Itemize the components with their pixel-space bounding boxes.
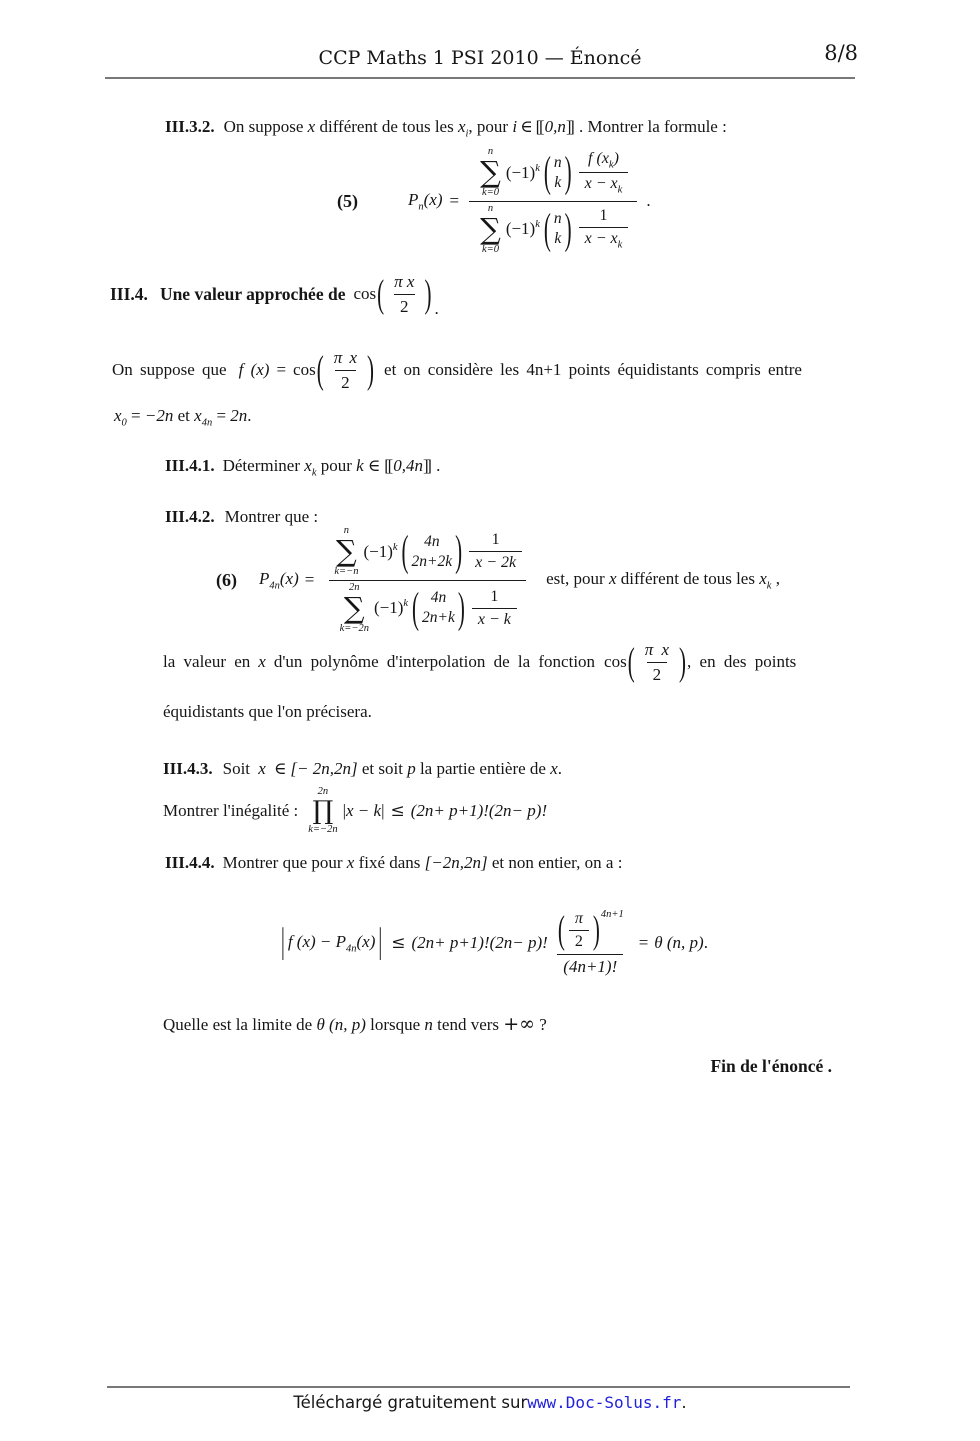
math-var: ) xyxy=(613,149,619,167)
text-run: et soit xyxy=(357,759,408,778)
text-run: et xyxy=(173,406,195,425)
sum-upper-limit: n xyxy=(487,146,494,158)
left-paren: ( xyxy=(557,907,565,953)
abs-bar: | xyxy=(381,801,385,820)
text-run: lorsque xyxy=(365,1015,425,1034)
equals-sign: = xyxy=(126,406,145,425)
main-fraction xyxy=(469,145,637,256)
math-var: x xyxy=(114,406,122,425)
number-one: 1 xyxy=(599,207,608,225)
text-run: Montrer l'inégalité : xyxy=(163,801,299,820)
denominator: 2 xyxy=(335,370,356,394)
text-run: est, pour xyxy=(546,568,609,588)
subscript: k xyxy=(766,580,772,592)
superscript: k xyxy=(403,598,409,610)
equals-sign: = xyxy=(449,191,460,210)
text-run: et on considère les 4n+1 points équidistants compris entre xyxy=(384,360,802,379)
equals-sign: = xyxy=(276,360,287,379)
binom-top: 4n xyxy=(430,588,447,606)
section-III-4-heading xyxy=(110,263,439,325)
coef-base: (−1) xyxy=(505,163,536,183)
question-label: III.4.2. xyxy=(165,507,215,526)
header-rule xyxy=(105,77,855,79)
double-bracket-open: [[ xyxy=(384,456,391,475)
binom-bottom: k xyxy=(554,230,562,248)
left-paren: ( xyxy=(377,270,385,316)
left-paren: ( xyxy=(316,346,324,392)
question-III-4-3 xyxy=(163,756,863,783)
text-run: Montrer que pour xyxy=(222,853,347,872)
page-header xyxy=(0,0,980,90)
question-III-4-1 xyxy=(165,453,765,481)
left-paren: ( xyxy=(627,638,635,684)
pi-over-2 xyxy=(569,908,589,953)
left-paren: ( xyxy=(412,582,420,632)
subscript: k xyxy=(311,467,317,479)
pi-x-over-2 xyxy=(639,638,675,686)
leq-sign: ≤ xyxy=(390,801,405,821)
binom-bottom: 2n+k xyxy=(422,609,455,627)
math-var: x − x xyxy=(584,230,618,248)
math-var: P xyxy=(259,568,270,588)
text-run: Montrer que : xyxy=(224,507,319,526)
element-of-sign: ∈ xyxy=(273,759,287,779)
left-paren: ( xyxy=(543,203,551,253)
text-run: On suppose xyxy=(223,117,308,136)
period: . xyxy=(247,406,252,425)
numerator: π x xyxy=(333,348,358,368)
main-fraction xyxy=(323,524,531,635)
math-var: P xyxy=(408,189,419,209)
abs-bar: | xyxy=(281,922,285,962)
sum-operator xyxy=(480,203,501,256)
equation-tag: (5) xyxy=(337,190,358,211)
difference-expr xyxy=(288,932,376,955)
numerator xyxy=(582,148,625,173)
denominator xyxy=(469,201,637,257)
math-var: x xyxy=(307,117,316,136)
numerator xyxy=(469,145,637,200)
sum-lower-limit: k=0 xyxy=(481,243,499,255)
abs-bar: | xyxy=(342,801,346,820)
sum-upper-limit: n xyxy=(487,202,494,214)
cos-label: cos xyxy=(353,284,377,303)
paragraph-suppose xyxy=(112,339,802,401)
denominator xyxy=(329,580,526,636)
math-args: (x) xyxy=(423,189,443,209)
math-var: n xyxy=(424,1015,433,1034)
numerator: 1 xyxy=(491,531,500,549)
subscript: n xyxy=(418,201,424,213)
sigma-symbol: ∑ xyxy=(480,155,501,190)
denominator: x − 2k xyxy=(469,551,522,574)
math-var: x xyxy=(550,759,558,778)
binom-top: 4n xyxy=(424,532,440,550)
period: . xyxy=(434,299,439,318)
double-bracket-close: ]] xyxy=(565,117,573,136)
inequality-line xyxy=(163,785,547,837)
period: . xyxy=(646,191,651,210)
denominator: (4n+1)! xyxy=(557,954,623,978)
superscript: k xyxy=(392,542,398,554)
error-bound-formula xyxy=(278,890,708,996)
subscript: 4n xyxy=(201,417,213,429)
pi-x-over-2 xyxy=(328,346,363,394)
math-var: x xyxy=(258,759,266,778)
math-var: k xyxy=(356,456,364,475)
subscript: k xyxy=(608,159,614,171)
sum-operator xyxy=(334,525,358,578)
math-var: x xyxy=(194,406,202,425)
factorial-bound: (2n+ p+1)!(2n− p)! xyxy=(410,801,548,820)
factorial-bound: (2n+ p+1)!(2n− p)! xyxy=(411,933,548,952)
math-args: (x) xyxy=(356,931,376,951)
binomial-coefficient xyxy=(401,526,464,576)
inner-fraction xyxy=(579,148,629,198)
binom-top: n xyxy=(553,209,562,227)
subscript: i xyxy=(465,128,469,140)
text-run: , pour xyxy=(468,117,513,136)
math-var-sub xyxy=(458,114,468,142)
math-var: x − x xyxy=(584,175,618,193)
text-run: . Montrer la formule : xyxy=(574,117,727,136)
denominator: x − k xyxy=(472,608,517,631)
sigma-symbol: ∑ xyxy=(480,211,501,246)
sum-operator xyxy=(340,582,369,635)
paragraph-interpolation xyxy=(163,633,796,691)
denominator xyxy=(579,172,629,198)
right-paren: ) xyxy=(367,346,375,392)
question-III-4-4 xyxy=(165,850,865,876)
binomial-coefficient xyxy=(543,147,573,197)
interval-body: 0,n xyxy=(544,117,566,136)
binom-bottom: k xyxy=(554,173,562,191)
math-var: x xyxy=(759,568,767,588)
binom-bottom: 2n+2k xyxy=(411,552,453,570)
equation-5 xyxy=(337,142,651,260)
text-run: différent de tous les xyxy=(315,117,458,136)
right-paren: ) xyxy=(679,638,687,684)
footer-text: Téléchargé gratuitement sur xyxy=(293,1393,528,1412)
pi-x-over-2 xyxy=(388,270,420,318)
denominator xyxy=(579,227,629,253)
cos-label: cos xyxy=(604,652,627,671)
text-run: On suppose que xyxy=(112,360,227,379)
text-run: la partie entière de xyxy=(415,759,551,778)
text-run: pour xyxy=(316,456,357,475)
math-var: p xyxy=(407,759,416,778)
interval: [−2n,2n] xyxy=(424,853,488,872)
paragraph-endpoints xyxy=(114,403,252,431)
binomial-coefficient xyxy=(543,203,573,253)
x4n xyxy=(194,403,212,431)
interval-body: 0,4n xyxy=(393,456,423,475)
denominator: 2 xyxy=(394,294,415,318)
absolute-value xyxy=(343,801,385,821)
text-run: d'un polynôme d'interpolation de la fonction xyxy=(273,652,596,671)
coef-base: (−1) xyxy=(373,598,404,618)
math-value: 2n xyxy=(230,406,248,425)
text-run: fixé dans xyxy=(354,853,425,872)
text-run: Soit xyxy=(222,759,255,778)
right-paren: ) xyxy=(457,582,465,632)
denominator: 2 xyxy=(647,662,668,686)
sum-operator xyxy=(480,146,501,199)
question-mark: ? xyxy=(535,1015,547,1034)
right-paren: ) xyxy=(564,203,572,253)
double-bracket-open: [[ xyxy=(535,117,543,136)
math-var: f (x xyxy=(588,149,609,167)
section-label: III.4. xyxy=(110,283,148,304)
sum-upper-limit: n xyxy=(343,525,350,537)
superscript: k xyxy=(535,163,540,175)
binom-top: n xyxy=(553,153,562,171)
superscript: k xyxy=(535,219,540,231)
equation-6-tail xyxy=(546,569,780,592)
equation-6 xyxy=(216,522,780,638)
coefficient xyxy=(374,597,408,618)
equals-sign: = xyxy=(638,933,649,952)
coef-base: (−1) xyxy=(505,219,536,239)
math-args: (x) xyxy=(279,568,299,588)
period: . xyxy=(431,456,441,475)
subscript: k xyxy=(617,184,623,196)
denominator: 2 xyxy=(569,930,589,953)
inner-fraction xyxy=(579,205,629,253)
question-label: III.4.3. xyxy=(163,759,213,778)
math-var: i xyxy=(512,117,518,136)
numerator xyxy=(323,524,531,579)
equals-sign: = xyxy=(212,406,231,425)
double-bracket-close: ]] xyxy=(422,456,430,475)
abs-bar: | xyxy=(378,922,383,962)
period: . xyxy=(703,933,708,952)
numerator xyxy=(551,907,630,954)
text-run: , en des points xyxy=(687,652,797,671)
math-var: x xyxy=(457,117,466,136)
math-expr: f (x) − P xyxy=(287,931,347,951)
inner-fraction xyxy=(469,529,522,574)
binomial-coefficient xyxy=(411,582,466,632)
lhs-polynomial xyxy=(259,569,299,592)
product-upper-limit: 2n xyxy=(317,785,329,797)
paragraph-interpolation-2: équidistants que l'on précisera. xyxy=(163,702,372,721)
math-value: −2n xyxy=(144,406,174,425)
text-run: Quelle est la limite de xyxy=(163,1015,317,1034)
theta-expr: θ (n, p) xyxy=(316,1015,366,1034)
math-expr: x − k xyxy=(346,801,382,820)
math-var: x xyxy=(258,652,266,671)
right-paren: ) xyxy=(455,526,463,576)
question-label: III.4.1. xyxy=(165,456,215,475)
subscript: k xyxy=(617,239,623,251)
page-footer xyxy=(0,1393,980,1412)
exponent: 4n+1 xyxy=(600,909,624,921)
right-paren: ) xyxy=(592,907,600,953)
text-run: différent de tous les xyxy=(616,568,760,588)
theta-expr: θ (n, p) xyxy=(654,933,704,952)
section-title: Une valeur approchée de xyxy=(159,283,346,304)
xk xyxy=(304,453,316,481)
numerator xyxy=(593,205,613,227)
right-paren: ) xyxy=(424,270,432,316)
question-III-3-2 xyxy=(165,114,870,142)
equals-sign: = xyxy=(304,570,315,589)
coef-base: (−1) xyxy=(363,542,393,562)
sum-lower-limit: k=−n xyxy=(334,566,359,578)
page-number: 8/8 xyxy=(824,41,858,65)
numerator: π xyxy=(574,910,583,928)
left-paren: ( xyxy=(543,147,551,197)
sum-lower-limit: k=0 xyxy=(481,187,499,199)
pi-product-symbol: ∏ xyxy=(312,796,334,826)
text-run: Déterminer xyxy=(222,456,305,475)
sum-lower-limit: k=−2n xyxy=(339,622,369,634)
pi-power-fraction xyxy=(551,907,630,978)
subscript: 4n xyxy=(269,580,280,592)
doc-solus-link[interactable]: www.Doc-Solus.fr xyxy=(527,1393,682,1412)
comma: , xyxy=(771,568,780,588)
subscript: 0 xyxy=(121,417,127,429)
subscript: 4n xyxy=(346,943,357,955)
element-of-sign: ∈ xyxy=(520,117,533,137)
math-var: x xyxy=(608,568,617,588)
math-var: x xyxy=(346,853,355,872)
product-lower-limit: k=−2n xyxy=(308,824,338,835)
left-paren: ( xyxy=(401,526,409,576)
sigma-symbol: ∑ xyxy=(343,590,365,625)
coefficient xyxy=(363,541,397,562)
end-of-statement: Fin de l'énoncé . xyxy=(710,1056,832,1076)
numerator: π x xyxy=(644,640,670,660)
coefficient xyxy=(506,218,540,239)
cos-label: cos xyxy=(293,360,316,379)
math-var: x xyxy=(304,456,312,475)
right-paren: ) xyxy=(564,147,572,197)
numerator: π x xyxy=(394,272,415,292)
lhs-polynomial xyxy=(408,190,443,213)
x0 xyxy=(114,403,127,431)
footer-period: . xyxy=(681,1393,687,1412)
limit-question xyxy=(163,1010,547,1039)
text-run: tend vers xyxy=(432,1015,504,1034)
question-label: III.3.2. xyxy=(165,117,215,136)
period: . xyxy=(557,759,563,778)
text-run: la valeur en xyxy=(163,652,251,671)
numerator: 1 xyxy=(490,587,499,605)
plus-infinity: +∞ xyxy=(503,1013,536,1035)
function-fx: f (x) xyxy=(238,360,270,379)
footer-rule xyxy=(107,1386,850,1388)
header-title: CCP Maths 1 PSI 2010 — Énoncé xyxy=(318,47,642,69)
equation-tag: (6) xyxy=(216,569,237,590)
element-of-sign: ∈ xyxy=(367,456,381,476)
inner-fraction xyxy=(472,586,517,631)
coefficient xyxy=(506,162,540,183)
question-label: III.4.4. xyxy=(165,853,215,872)
product-operator xyxy=(308,786,337,836)
text-run: et non entier, on a : xyxy=(487,853,623,872)
sum-upper-limit: 2n xyxy=(349,581,360,593)
sigma-symbol: ∑ xyxy=(336,534,357,569)
interval: [− 2n,2n] xyxy=(290,759,358,778)
leq-sign: ≤ xyxy=(391,933,406,953)
